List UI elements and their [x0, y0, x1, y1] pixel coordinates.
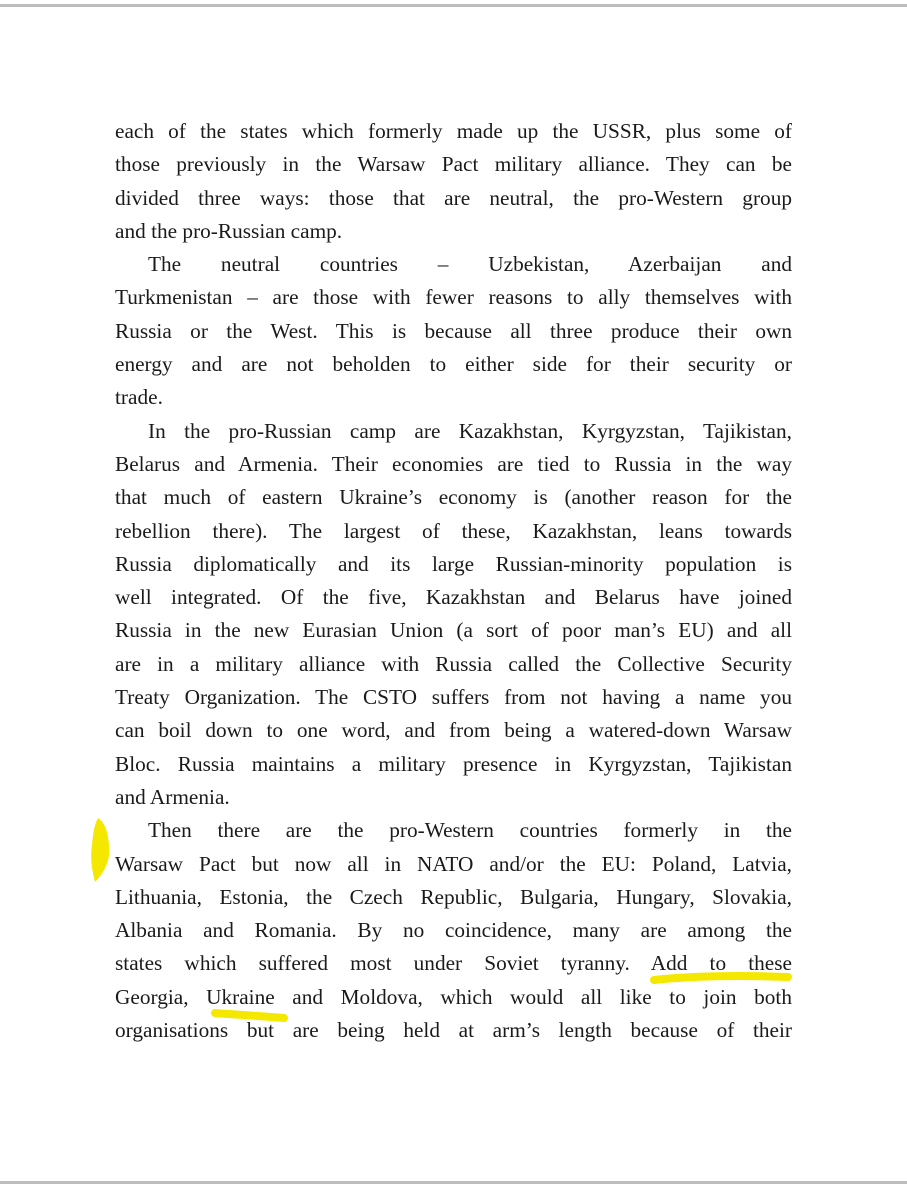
text-line: In the pro-Russian camp are Kazakhstan, Kyrgyzstan, Tajikistan,: [148, 418, 792, 443]
text-line: Albania and Romania. By no coincidence, many are among the: [115, 918, 792, 943]
text-line: Russia in the new Eurasian Union (a sort of poor man’s EU) and all: [115, 618, 792, 643]
text-line: Russia or the West. This is because all three produce their own: [115, 318, 792, 343]
text-line: Russia diplomatically and its large Russian-minority population is: [115, 551, 792, 576]
document-page: [115, 115, 792, 1047]
text-line: Belarus and Armenia. Their economies are tied to Russia in the way: [115, 451, 792, 476]
paragraph: [115, 248, 792, 414]
paragraph: [115, 814, 792, 1047]
text-line: Turkmenistan – are those with fewer reasons to ally themselves with: [115, 285, 792, 310]
text-line: states which suffered most under Soviet tyranny. Add to these: [115, 951, 792, 976]
text-line: divided three ways: those that are neutral, the pro-Western group: [115, 185, 792, 210]
text-line: Then there are the pro-Western countries formerly in the: [148, 818, 792, 843]
text-line: Lithuania, Estonia, the Czech Republic, Bulgaria, Hungary, Slovakia,: [115, 884, 792, 909]
text-line: are in a military alliance with Russia called the Collective Security: [115, 651, 792, 676]
text-line: Georgia, Ukraine and Moldova, which would all like to join both: [115, 984, 792, 1009]
text-line: rebellion there). The largest of these, Kazakhstan, leans towards: [115, 518, 792, 543]
text-line: The neutral countries – Uzbekistan, Azerbaijan and: [148, 252, 792, 277]
top-border: [0, 4, 907, 7]
text-line: can boil down to one word, and from being a watered-down Warsaw: [115, 718, 792, 743]
bottom-border: [0, 1181, 907, 1184]
text-line: Bloc. Russia maintains a military presence in Kyrgyzstan, Tajikistan: [115, 751, 792, 776]
margin-highlight-mark: [91, 818, 109, 882]
paragraph: [115, 115, 792, 248]
text-line: and the pro-Russian camp.: [115, 218, 343, 243]
text-line: well integrated. Of the five, Kazakhstan and Belarus have joined: [115, 585, 792, 610]
text-line: trade.: [115, 385, 163, 410]
paragraph: [115, 415, 792, 815]
text-line: that much of eastern Ukraine’s economy is (another reason for the: [115, 485, 792, 510]
text-line: those previously in the Warsaw Pact military alliance. They can be: [115, 152, 792, 177]
text-line: and Armenia.: [115, 784, 230, 809]
text-line: Treaty Organization. The CSTO suffers from not having a name you: [115, 685, 792, 710]
text-line: energy and are not beholden to either side for their security or: [115, 352, 792, 377]
text-line: organisations but are being held at arm’s length because of their: [115, 1018, 792, 1043]
text-line: each of the states which formerly made up the USSR, plus some of: [115, 119, 792, 143]
text-line: Warsaw Pact but now all in NATO and/or the EU: Poland, Latvia,: [115, 851, 792, 876]
